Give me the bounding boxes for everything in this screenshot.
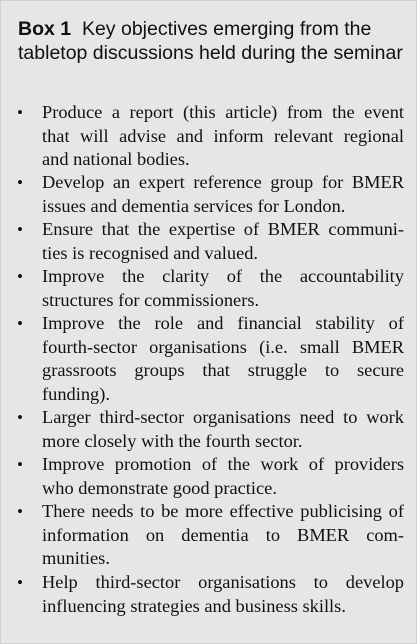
text-line: more closely with the fourth sector. (42, 430, 303, 451)
text-line: Develop an expert reference group for BMER (42, 172, 404, 192)
text-line: Improve the clarity of the accountability (42, 266, 404, 286)
text-line: and national bodies. (42, 149, 190, 169)
bullet-icon: • (17, 408, 23, 427)
text-line: funding). (42, 383, 110, 404)
text-line: information on dementia to BMER com- (42, 524, 404, 545)
bullet-icon: • (17, 173, 23, 192)
bullet-icon: • (17, 573, 23, 592)
text-line: grassroots groups that struggle to secure (42, 360, 404, 380)
box-title-text: Key objectives emerging from the tabletop discussions held during the seminar (18, 18, 403, 64)
list-item-text (42, 453, 404, 500)
bullet-icon: • (17, 220, 23, 239)
bullet-icon: • (17, 502, 23, 521)
text-line: influencing strategies and business skills. (42, 595, 346, 616)
text-line: structures for commissioners. (42, 289, 260, 310)
text-line: There needs to be more effective publicising of (42, 501, 404, 521)
list-item-text (42, 218, 404, 265)
list-item (1, 453, 417, 500)
text-line: Improve the role and financial stability of (42, 313, 404, 333)
list-item (1, 171, 417, 218)
box-label: Box 1 (18, 18, 72, 40)
text-line: Ensure that the expertise of BMER communi- (42, 219, 404, 239)
bullet-icon: • (17, 314, 23, 333)
list-item-text (42, 571, 404, 618)
box-title (18, 17, 408, 65)
text-line: Larger third-sector organisations need to work (42, 407, 404, 427)
list-item (1, 312, 417, 406)
list-item (1, 265, 417, 312)
list-item (1, 500, 417, 571)
text-line: Help third-sector organisations to develop (42, 572, 404, 592)
list-item-text (42, 406, 404, 453)
bullet-icon: • (17, 455, 23, 474)
list-item-text (42, 171, 404, 218)
list-item (1, 406, 417, 453)
list-item (1, 571, 417, 618)
text-line: Improve promotion of the work of providers (42, 454, 404, 474)
text-line: that will advise and inform relevant regional (42, 125, 404, 146)
text-line: issues and dementia services for London. (42, 195, 346, 216)
list-item-text (42, 101, 404, 172)
list-item-text (42, 500, 404, 571)
text-line: munities. (42, 548, 110, 568)
list-item (1, 218, 417, 265)
text-line: Produce a report (this article) from the event (42, 102, 404, 122)
bullet-icon: • (17, 267, 23, 286)
list-item-text (42, 312, 404, 406)
text-line: who demonstrate good practice. (42, 477, 277, 498)
bullet-icon: • (17, 103, 23, 122)
text-line: ties is recognised and valued. (42, 242, 259, 263)
list-item-text (42, 265, 404, 312)
text-line: fourth-sector organisations (i.e. small BMER (42, 336, 404, 357)
list-item (1, 101, 417, 172)
